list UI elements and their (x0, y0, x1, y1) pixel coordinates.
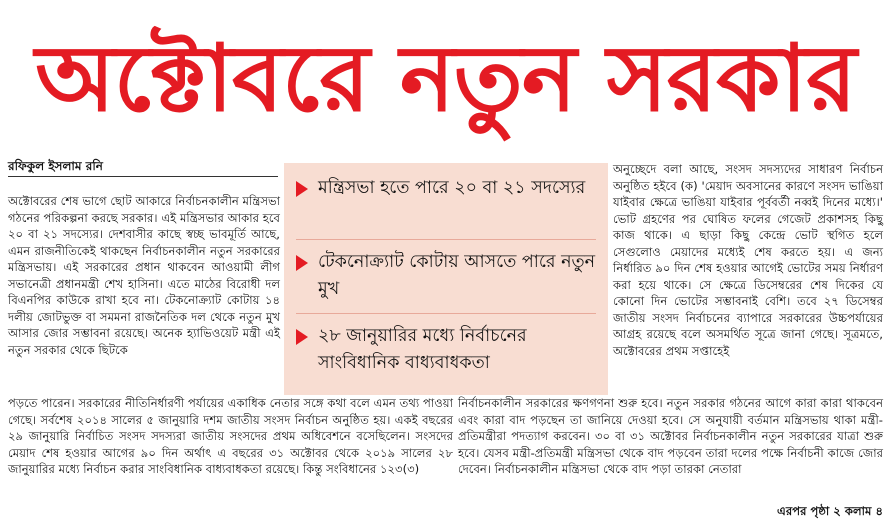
wide-text-left (8, 395, 453, 478)
top-strip (0, 0, 891, 10)
column-3-text: অনুচ্ছেদে বলা আছে, সংসদ সদস্যদের সাধারণ নির্বাচন অনুষ্ঠিত হইবে (ক) 'মেয়াদ অবসানের কারণে সংসদ ভাঙিয়া যাইবার ক্ষেত্রে ভাঙিয়া যাইবার পূর্ববর্তী নব্বই দিনের মধ্যে।' ভোট গ্রহণের পর ঘোষিত ফলের গেজেট প্রকাশসহ কিছু কাজ থাকে। এ ছাড়া কিছু কেন্দ্রে ভোট স্থগিত হলে সেগুলোও মেয়াদের মধ্যেই শেষ করতে হয়। এ জন্য নির্ধারিত ৯০ দিন শেষ হওয়ার আগেই ভোটের সময় নির্ধারণ করা হয়ে থাকে। সে ক্ষেত্রে ডিসেম্বরের শেষ দিকের যে কোনো দিন ভোটের সম্ভাবনাই বেশি। তবে ২৭ ডিসেম্বর জাতীয় সংসদ নির্বাচনের ব্যাপারে সরকারের উচ্চপর্যায়ের আগ্রহ রয়েছে বলে অসমর্থিত সূত্রে জানা গেছে। সূত্রমতে, অক্টোবরের প্রথম সপ্তাহেই (613, 162, 883, 358)
wide-left-text: পড়তে পারেন। সরকারের নীতিনির্ধারণী পর্যায়ের একাধিক নেতার সঙ্গে কথা বলে এমন তথ্য পাওয়া গেছে। সর্বশেষ ২০১৪ সালের ৫ জানুয়ারি দশম জাতীয় সংসদ নির্বাচন অনুষ্ঠিত হয়। একই বছরের ২৯ জানুয়ারি নির্বাচিত সংসদ সদস্যরা জাতীয় সংসদের প্রথম অধিবেশনে বসেছিলেন। সংসদের মেয়াদ শেষ হওয়ার আগের ৯০ দিন অর্থাৎ এ বছরের ৩১ অক্টোবর থেকে ২০১৯ সালের ২৮ জানুয়ারির মধ্যে নির্বাচন করার সাংবিধানিক বাধ্যবাধকতা রয়েছে। কিন্তু সংবিধানের ১২৩(৩) (8, 396, 453, 476)
byline: রফিকুল ইসলাম রনি (8, 159, 103, 173)
triangle-bullet-icon (296, 329, 308, 345)
highlight-text: টেকনোক্র্যাট কোটায় আসতে পারে নতুন মুখ (318, 252, 596, 299)
column-1-text: অক্টোবরের শেষ ভাগে ছোট আকারে নির্বাচনকালীন মন্ত্রিসভা গঠনের পরিকল্পনা করছে সরকার। এই মন্ত্রিসভার আকার হবে ২০ বা ২১ সদস্যের। দেশবাসীর কাছে স্বচ্ছ ভাবমূর্তি আছে, এমন রাজনীতিকেই থাকছেন নির্বাচনকালীন নতুন সরকারের মন্ত্রিসভায়। এই সরকারের প্রধান থাকবেন আওয়ামী লীগ সভানেত্রী প্রধানমন্ত্রী শেখ হাসিনা। এতে মাঠের বিরোধী দল বিএনপির কাউকে রাখা হবে না। টেকনোক্র্যাট কোটায় ১৪ দলীয় জোটভুক্ত বা সমমনা রাজনৈতিক দল থেকে নতুন মুখ আসার জোর সম্ভাবনা রয়েছে। অনেক হ্যাভিওয়েট মন্ত্রী এই নতুন সরকার থেকে ছিটকে (8, 194, 280, 357)
byline-rule (8, 176, 278, 177)
highlight-item (296, 249, 604, 303)
triangle-bullet-icon (296, 181, 308, 197)
headline: অক্টোবরে নতুন সরকার (35, 25, 856, 132)
column-3 (613, 161, 883, 359)
triangle-bullet-icon (296, 255, 308, 271)
highlight-divider (296, 239, 596, 240)
highlight-text: মন্ত্রিসভা হতে পারে ২০ বা ২১ সদস্যের (318, 178, 586, 198)
highlight-box (284, 163, 608, 395)
highlight-text: ২৮ জানুয়ারির মধ্যে নির্বাচনের সাংবিধানিক বাধ্যবাধকতা (318, 326, 527, 373)
highlight-item (296, 323, 604, 377)
highlight-divider (296, 313, 596, 314)
continuation-note: এরপর পৃষ্ঠা ২ কলাম ৪ (777, 504, 883, 518)
wide-right-text: নির্বাচনকালীন সরকারের ক্ষণগণনা শুরু হবে। নতুন সরকার গঠনের আগে কারা কারা থাকবেন এবং কারা বাদ পড়ছেন তা জানিয়ে দেওয়া হবে। সে অনুযায়ী বর্তমান মন্ত্রিসভায় থাকা মন্ত্রী-প্রতিমন্ত্রীরা পদত্যাগ করবেন। ৩০ বা ৩১ অক্টোবর নির্বাচনকালীন নতুন সরকারের যাত্রা শুরু হবে। যেসব মন্ত্রী-প্রতিমন্ত্রী মন্ত্রিসভা থেকে বাদ পড়বেন তারা দলের পক্ষে নির্বাচনী কাজে জোর দেবেন। নির্বাচনকালীন মন্ত্রিসভা থেকে বাদ পড়া তারকা নেতারা (458, 396, 883, 476)
highlight-item (296, 175, 604, 202)
wide-text-right (458, 395, 883, 478)
column-1 (8, 193, 280, 358)
